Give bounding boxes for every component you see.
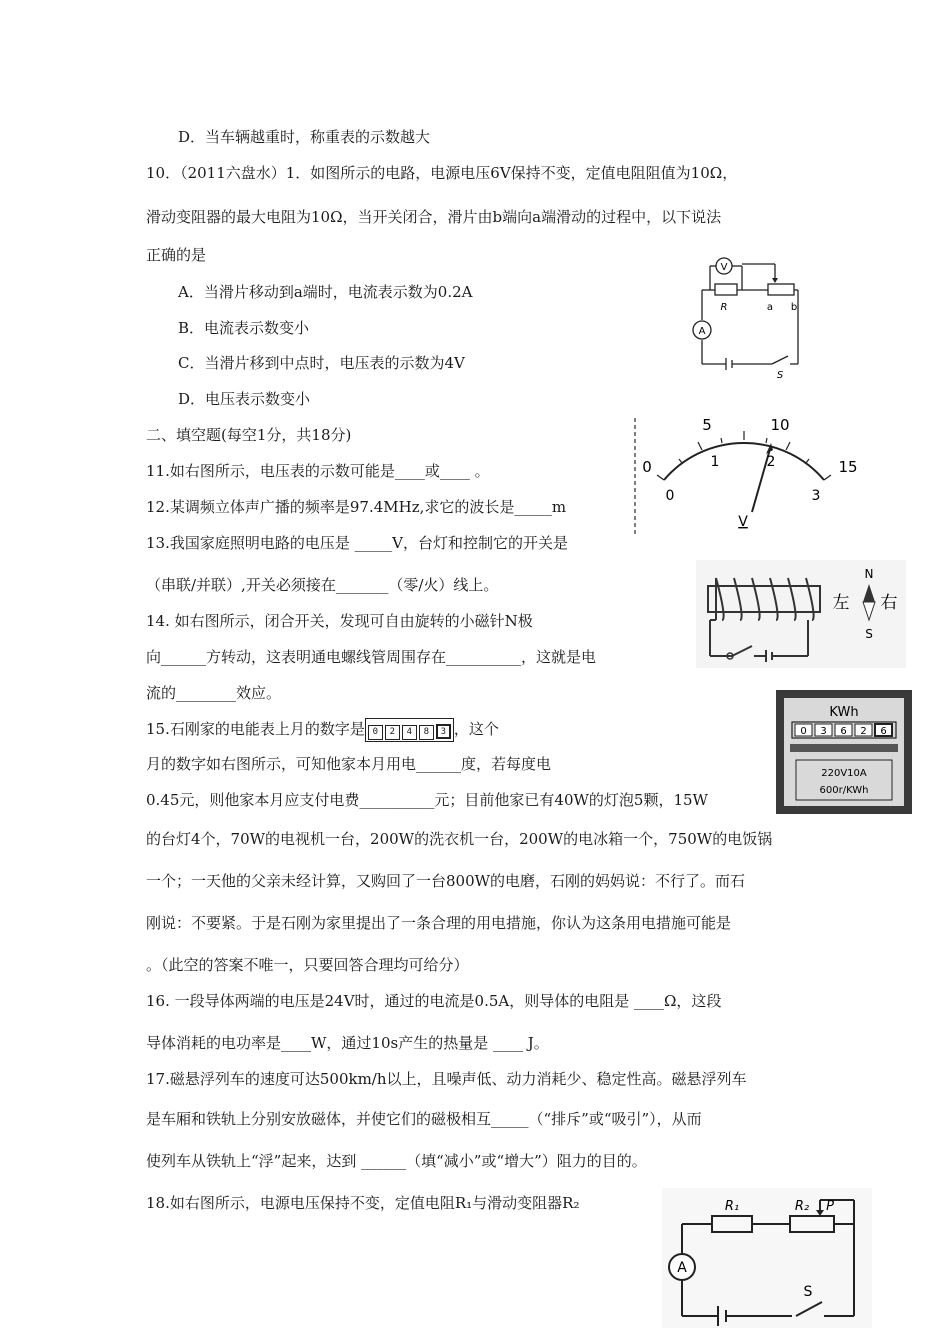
q18: 18.如右图所示，电源电压保持不变，定值电阻R₁与滑动变阻器R₂ [146, 1194, 580, 1212]
q10-option-c: C．当滑片移到中点时，电压表的示数为4V [178, 354, 465, 372]
digit: 4 [402, 725, 417, 740]
q14-line1: 14. 如右图所示，闭合开关，发现可自由旋转的小磁针N极 [146, 612, 533, 630]
q10-option-d: D．电压表示数变小 [178, 390, 311, 408]
q17-line1: 17.磁悬浮列车的速度可达500km/h以上，且噪声低、动力消耗少、稳定性高。磁悬浮列车 [146, 1070, 747, 1088]
switch-label: S [776, 370, 784, 381]
q10-stem-line3: 正确的是 [146, 246, 207, 264]
q18-circuit-figure [662, 1188, 872, 1328]
meter-revs: 600r/KWh [819, 785, 869, 796]
q10-stem-line1: 10．（2011六盘水）1．如图所示的电路，电源电压6V保持不变，定值电阻阻值为10Ω， [146, 164, 738, 182]
meter-digit: 2 [860, 726, 867, 737]
digit: 3 [436, 724, 451, 739]
q16-line2: 导体消耗的电功率是____W，通过10s产生的热量是 ____ J。 [146, 1034, 549, 1052]
north-label: N [864, 567, 874, 581]
scale-top-10: 10 [770, 416, 790, 434]
r1-label: R₁ [724, 1199, 740, 1214]
ammeter-label: A [698, 326, 706, 337]
meter-digit: 3 [820, 726, 827, 737]
scale-top-15: 15 [838, 458, 858, 476]
last-month-meter-digits [365, 718, 454, 742]
q15-line2: 月的数字如右图所示，可知他家本月用电______度，若每度电 [146, 755, 552, 773]
q15-line4: 的台灯4个，70W的电视机一台，200W的洗衣机一台，200W的电冰箱一个，750W的电饭锅 [146, 830, 773, 848]
right-label: 右 [880, 593, 898, 613]
scale-top-5: 5 [702, 416, 712, 434]
scale-bottom-2: 2 [766, 454, 776, 470]
q15-line7: 。（此空的答案不唯一，只要回答合理均可给分） [146, 956, 469, 974]
q15-line3: 0.45元，则他家本月应支付电费__________元；目前他家已有40W的灯泡5颗，15W [146, 791, 708, 809]
voltmeter-dial-figure [630, 412, 865, 537]
voltmeter-label: V [720, 262, 728, 273]
q14-line2: 向______方转动，这表明通电螺线管周围存在__________，这就是电 [146, 648, 597, 666]
meter-digit: 6 [880, 726, 887, 737]
terminal-b-label: b [790, 302, 798, 313]
q13-line1: 13.我国家庭照明电路的电压是 _____V，台灯和控制它的开关是 [146, 534, 568, 552]
q12: 12.某调频立体声广播的频率是97.4MHz,求它的波长是_____m [146, 498, 567, 516]
solenoid-figure [696, 560, 906, 668]
q10-option-a: A．当滑片移动到a端时，电流表示数为0.2A [178, 283, 473, 301]
meter-digit: 6 [840, 726, 847, 737]
electricity-meter-figure [776, 690, 912, 814]
scale-bottom-0: 0 [665, 488, 675, 504]
q9-option-d: D．当车辆越重时，称重表的示数越大 [178, 128, 431, 146]
q10-stem-line2: 滑动变阻器的最大电阻为10Ω，当开关闭合，滑片由b端向a端滑动的过程中，以下说法 [146, 208, 722, 226]
q11: 11.如右图所示，电压表的示数可能是____或____ 。 [146, 462, 490, 480]
q17-line2: 是车厢和铁轨上分别安放磁体，并使它们的磁极相互_____（“排斥”或“吸引”），从而 [146, 1110, 702, 1128]
scale-bottom-1: 1 [710, 454, 720, 470]
q10-circuit-figure [680, 252, 815, 382]
scale-bottom-3: 3 [811, 488, 821, 504]
q15-line1-post: ，这个 [453, 720, 499, 738]
section-fill-in-title: 二、填空题(每空1分，共18分) [146, 426, 352, 444]
slider-p-label: P [826, 1199, 834, 1214]
meter-digit: 0 [800, 726, 807, 737]
ammeter-label: A [677, 1260, 687, 1276]
q14-line3: 流的________效应。 [146, 684, 282, 702]
q15-line6: 刚说：不要紧。于是石刚为家里提出了一条合理的用电措施，你认为这条用电措施可能是 [146, 914, 732, 932]
scale-top-0: 0 [642, 458, 652, 476]
digit: 2 [385, 725, 400, 740]
left-label: 左 [832, 593, 850, 613]
q15-line5: 一个；一天他的父亲未经计算，又购回了一台800W的电磨，石刚的妈妈说：不行了。而石 [146, 872, 746, 890]
q16-line1: 16. 一段导体两端的电压是24V时，通过的电流是0.5A，则导体的电阻是 ____Ω，这段 [146, 992, 722, 1010]
q13-line2: （串联/并联）,开关必须接在_______（零/火）线上。 [146, 576, 499, 594]
meter-rating: 220V10A [821, 768, 867, 779]
terminal-a-label: a [766, 302, 774, 313]
digit: 8 [419, 725, 434, 740]
q15-line1-pre: 15.石刚家的电能表上月的数字是 [146, 720, 365, 738]
q17-line3: 使列车从铁轨上“浮”起来，达到 ______（填“减小”或“增大”）阻力的目的。 [146, 1152, 647, 1170]
q10-option-b: B．电流表示数变小 [178, 319, 310, 337]
q15-line1 [146, 718, 499, 742]
voltmeter-unit: V [738, 514, 748, 530]
resistor-label: R [720, 302, 728, 313]
south-label: S [865, 627, 873, 641]
meter-unit: KWh [829, 705, 859, 720]
r2-label: R₂ [794, 1199, 810, 1214]
switch-label: S [803, 1284, 813, 1300]
digit: 0 [368, 725, 383, 740]
